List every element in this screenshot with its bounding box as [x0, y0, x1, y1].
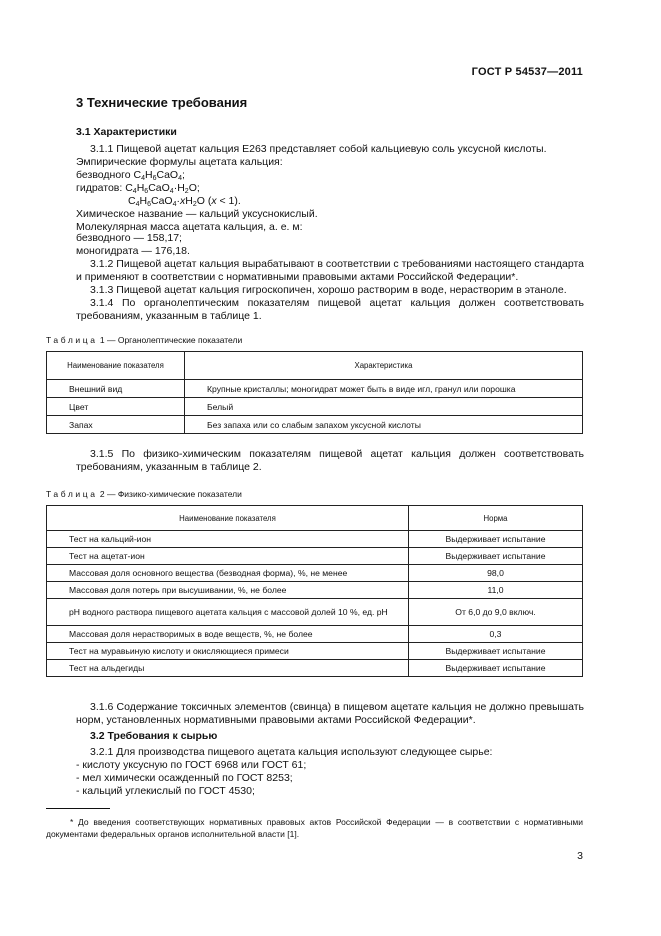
- anhydrous-label: безводного: [76, 169, 131, 181]
- table-row: Массовая доля основного вещества (безводная форма), %, не менее 98,0: [47, 565, 583, 582]
- list-item: - кальций углекислый по ГОСТ 4530;: [76, 785, 255, 797]
- list-item: - кислоту уксусную по ГОСТ 6968 или ГОСТ 61;: [76, 759, 307, 771]
- molecular-mass-monohydrate: моногидрата — 176,18.: [76, 245, 190, 257]
- table-row: Цвет Белый: [47, 398, 583, 416]
- subsection-heading: 3.1 Характеристики: [76, 126, 177, 138]
- formula-anhydrous: безводного $C_4H_6CaO_4$;: [76, 169, 185, 182]
- table-row: Массовая доля нерастворимых в воде веществ, %, не более 0,3: [47, 626, 583, 643]
- paragraph-3-1-2: 3.1.2 Пищевой ацетат кальция вырабатывают в соответствии с требованиями настоящего стандарта и применяют в соответствии с нормативными правовыми актами Российской Федерации*.: [76, 258, 584, 283]
- table-row: Массовая доля потерь при высушивании, %, не более 11,0: [47, 582, 583, 599]
- table-1-caption: Таблица 1 — Органолептические показатели: [46, 335, 243, 345]
- molecular-mass-label: Молекулярная масса ацетата кальция, а. е. м:: [76, 221, 303, 233]
- table-row: Тест на кальций-ион Выдерживает испытание: [47, 531, 583, 548]
- table-organoleptic: [46, 351, 583, 434]
- hydrates-label: гидратов:: [76, 182, 123, 194]
- table-header-cell: Норма: [409, 506, 583, 531]
- table-header-cell: Наименование показателя: [47, 352, 185, 380]
- paragraph-3-1-5: 3.1.5 По физико-химическим показателям пищевой ацетат кальция должен соответствовать требованиям, указанным в таблице 2.: [76, 448, 584, 473]
- table-row: Тест на ацетат-ион Выдерживает испытание: [47, 548, 583, 565]
- section-heading: 3 Технические требования: [76, 95, 248, 110]
- footnote-divider: [46, 808, 110, 809]
- table-row: Тест на муравьиную кислоту и окисляющиеся примеси Выдерживает испытание: [47, 643, 583, 660]
- table-row: Запах Без запаха или со слабым запахом уксусной кислоты: [47, 416, 583, 434]
- molecular-mass-anhydrous: безводного — 158,17;: [76, 232, 182, 244]
- table-2-caption: Таблица 2 — Физико-химические показатели: [46, 489, 242, 499]
- footnote: * До введения соответствующих нормативных правовых актов Российской Федерации — в соответствии с нормативными документами федеральных органов исполнительной власти [1].: [46, 817, 583, 839]
- list-item: - мел химически осажденный по ГОСТ 8253;: [76, 772, 293, 784]
- table-row: pH водного раствора пищевого ацетата кальция с массовой долей 10 %, ед. pH От 6,0 до 9,0 включ.: [47, 599, 583, 626]
- table-physicochemical: [46, 505, 583, 677]
- formula-hydrates: гидратов: $C_4H_6CaO_4\cdot H_2O$;: [76, 182, 200, 195]
- table-row: Тест на альдегиды Выдерживает испытание: [47, 660, 583, 677]
- table-header-cell: Наименование показателя: [47, 506, 409, 531]
- document-code: ГОСТ Р 54537—2011: [471, 66, 583, 78]
- empirical-formulas-label: Эмпирические формулы ацетата кальция:: [76, 156, 283, 168]
- table-row: Внешний вид Крупные кристаллы; моногидрат может быть в виде игл, гранул или порошка: [47, 380, 583, 398]
- chemical-name: Химическое название — кальций уксуснокислый.: [76, 208, 318, 220]
- subsection-heading: 3.2 Требования к сырью: [90, 730, 218, 742]
- formula-hydrates-general: $C_4H_6CaO_4\cdot xH_2O$ (x < 1).: [128, 195, 241, 208]
- paragraph-3-2-1: 3.2.1 Для производства пищевого ацетата кальция используют следующее сырье:: [90, 746, 493, 758]
- paragraph-3-1-4: 3.1.4 По органолептическим показателям пищевой ацетат кальция должен соответствовать требованиям, указанным в таблице 1.: [76, 297, 584, 322]
- paragraph-3-1-1: 3.1.1 Пищевой ацетат кальция Е263 представляет собой кальциевую соль уксусной кислоты.: [90, 143, 547, 155]
- paragraph-3-1-6: 3.1.6 Содержание токсичных элементов (свинца) в пищевом ацетате кальция не должно превышать норм, установленных нормативными правовыми актами Российской Федерации*.: [76, 701, 584, 726]
- table-header-cell: Характеристика: [185, 352, 583, 380]
- page-number: 3: [577, 850, 583, 862]
- paragraph-3-1-3: 3.1.3 Пищевой ацетат кальция гигроскопичен, хорошо растворим в воде, нерастворим в этаноле.: [90, 284, 567, 296]
